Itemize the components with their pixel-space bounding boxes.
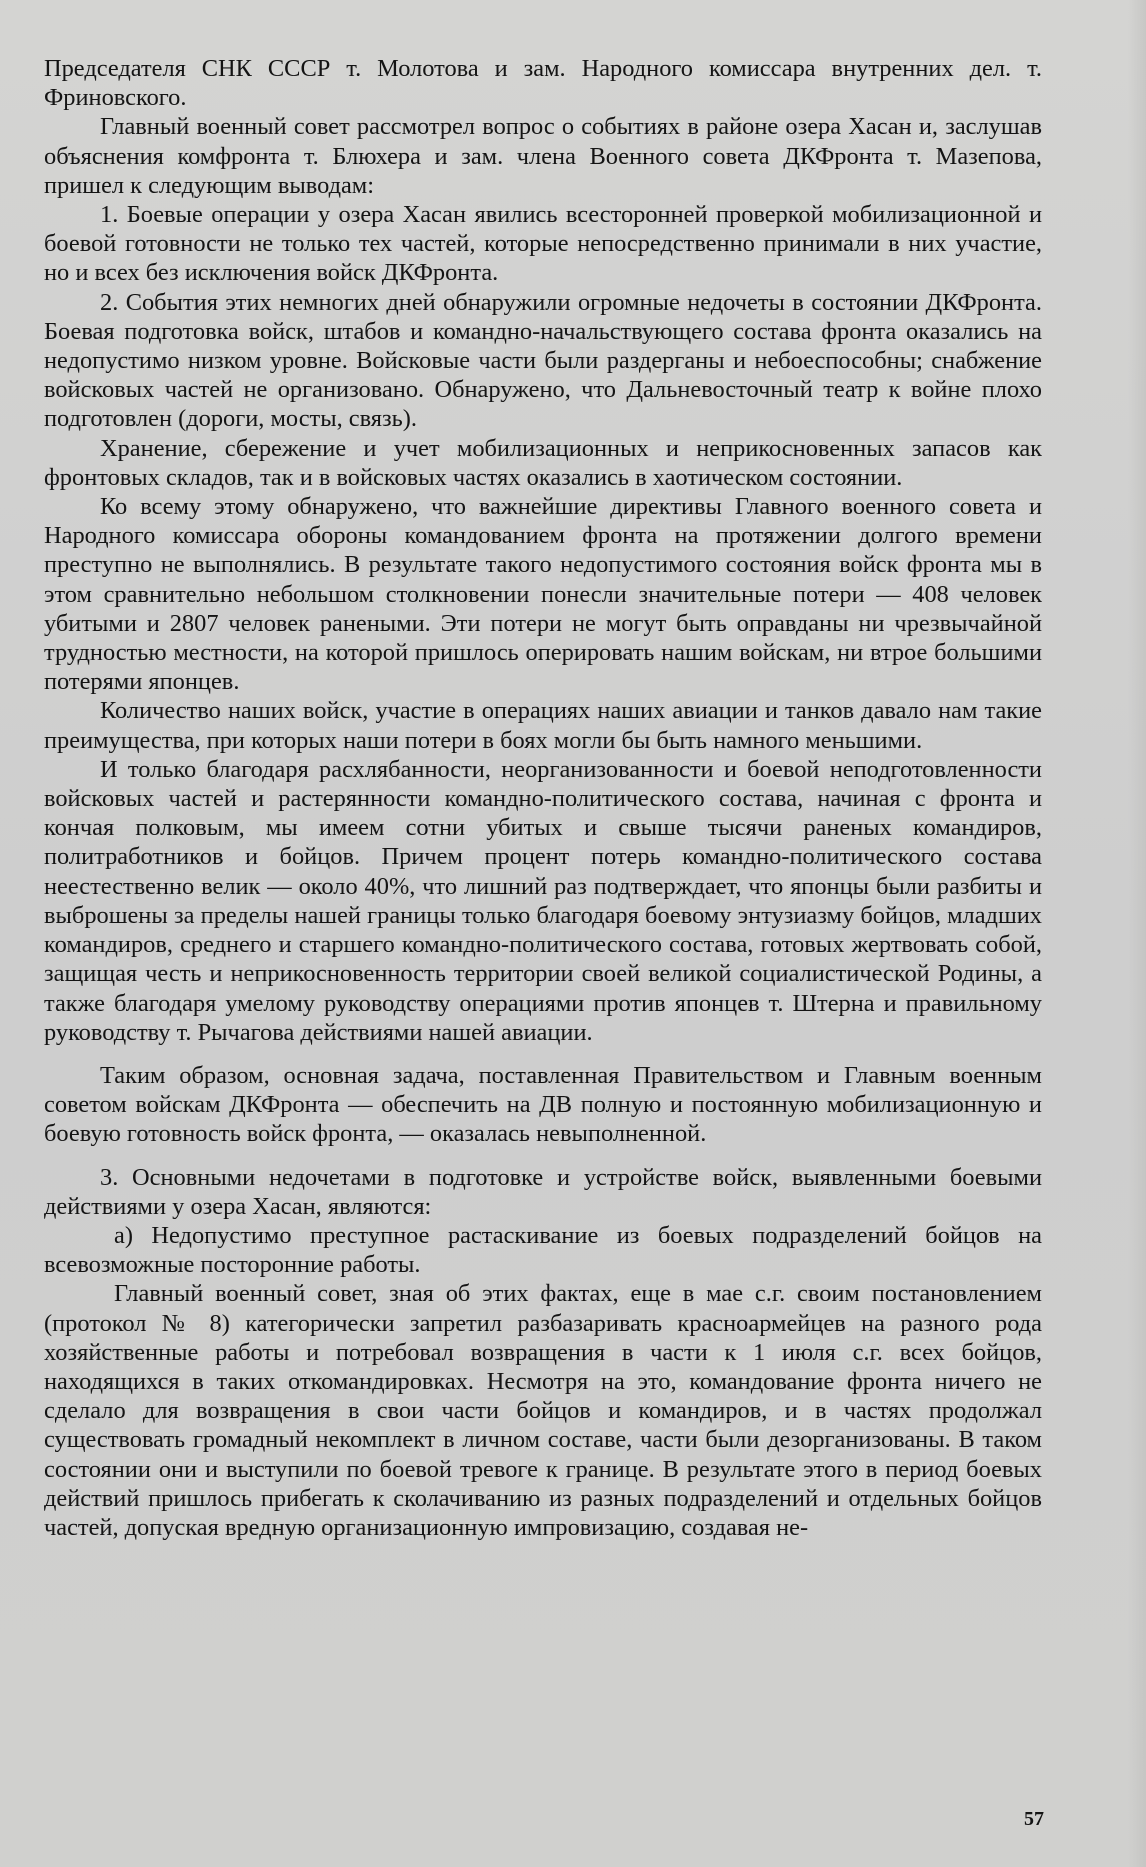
page-number: 57	[1024, 1808, 1044, 1830]
paragraph-3: 1. Боевые операции у озера Хасан явились всесторонней проверкой мобилизационной и боевой готовности не только тех частей, которые непосредственно принимали в них участие, но и всех без исключения войск ДКФронта.	[44, 201, 1042, 287]
paragraph-6: Ко всему этому обнаружено, что важнейшие директивы Главного военного совета и Народного комиссара обороны командованием фронта на протяжении долгого времени преступно не выполнялись. В результате такого недопустимого состояния войск фронта мы в этом сравнительно небольшом столкновении понесли значительные потери — 408 человек убитыми и 2807 человек ранеными. Эти потери не могут быть оправданы ни чрезвычайной трудностью местности, на которой пришлось оперировать нашим войскам, ни втрое большими потерями японцев.	[44, 493, 1042, 696]
paragraph-7: Количество наших войск, участие в операциях наших авиации и танков давало нам такие преимущества, при которых наши потери в боях могли бы быть намного меньшими.	[44, 697, 1042, 754]
paragraph-1: Председателя СНК СССР т. Молотова и зам. Народного комиссара внутренних дел. т. Фриновского.	[44, 55, 1042, 112]
paragraph-8: И только благодаря расхлябанности, неорганизованности и боевой неподготовленности войсковых частей и растерянности командно-политического состава, начиная с фронта и кончая полковым, мы имеем сотни убитых и свыше тысячи раненых командиров, политработников и бойцов. Причем процент потерь командно-политического состава неестественно велик — около 40%, что лишний раз подтверждает, что японцы были разбиты и выброшены за пределы нашей границы только благодаря боевому энтузиазму бойцов, младших командиров, среднего и старшего командно-политического состава, готовых жертвовать собой, защищая честь и неприкосновенность территории своей великой социалистической Родины, а также благодаря умелому руководству операциями против японцев т. Штерна и правильному руководству т. Рычагова действиями нашей авиации.	[44, 755, 1042, 1046]
paragraph-2: Главный военный совет рассмотрел вопрос о событиях в районе озера Хасан и, заслушав объяснения комфронта т. Блюхера и зам. члена Военного совета ДКФронта т. Мазепова, пришел к следующим выводам:	[44, 113, 1042, 199]
paragraph-5: Хранение, сбережение и учет мобилизационных и неприкосновенных запасов как фронтовых складов, так и в войсковых частях оказались в хаотическом состоянии.	[44, 434, 1042, 491]
paragraph-9: Таким образом, основная задача, поставленная Правительством и Главным военным советом войскам ДКФронта — обеспечить на ДВ полную и постоянную мобилизационную и боевую готовность войск фронта, — оказалась невыполненной.	[44, 1061, 1042, 1148]
paragraph-4: 2. События этих немногих дней обнаружили огромные недочеты в состоянии ДКФронта. Боевая подготовка войск, штабов и командно-начальствующего состава фронта оказались на недопустимо низком уровне. Войсковые части были раздерганы и небоеспособны; снабжение войсковых частей не организовано. Обнаружено, что Дальневосточный театр к войне плохо подготовлен (дороги, мосты, связь).	[44, 288, 1042, 433]
paragraph-11: а) Недопустимо преступное растаскивание из боевых подразделений бойцов на всевозможные посторонние работы.	[44, 1221, 1042, 1279]
page-edge-shadow	[1128, 0, 1146, 1867]
paragraph-12: Главный военный совет, зная об этих фактах, еще в мае с.г. своим постановлением (протокол № 8) категорически запретил разбазаривать красноармейцев на разного рода хозяйственные работы и потребовал возвращения в части к 1 июля с.г. всех бойцов, находящихся в таких откомандировках. Несмотря на это, командование фронта ничего не сделало для возвращения в свои части бойцов и командиров, и в частях продолжал существовать громадный некомплект в личном составе, части были дезорганизованы. В таком состоянии они и выступили по боевой тревоге к границе. В результате этого в период боевых действий пришлось прибегать к сколачиванию из разных подразделений и отдельных бойцов частей, допуская вредную организационную импровизацию, создавая не-	[44, 1280, 1042, 1541]
document-body	[44, 54, 1042, 1542]
paragraph-10: 3. Основными недочетами в подготовке и устройстве войск, выявленными боевыми действиями у озера Хасан, являются:	[44, 1163, 1042, 1220]
